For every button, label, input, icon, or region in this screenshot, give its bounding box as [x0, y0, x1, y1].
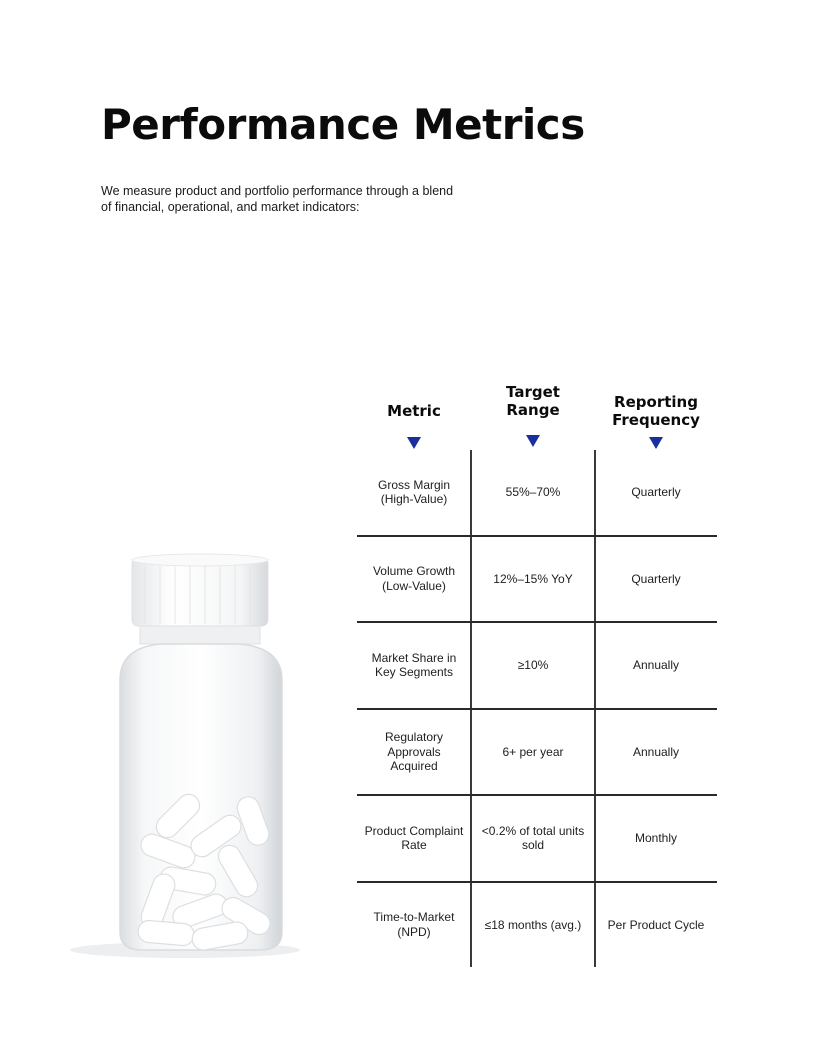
header-reporting-frequency	[595, 375, 717, 450]
header-target-range	[471, 375, 595, 450]
target-cell: 55%–70%	[505, 485, 561, 499]
target-cell: 6+ per year	[502, 744, 564, 759]
metric-cell: Regulatory Approvals Acquired	[384, 730, 444, 773]
header-label: Metric	[387, 402, 441, 420]
frequency-cell: Quarterly	[631, 485, 681, 499]
metric-cell: Time-to-Market (NPD)	[373, 910, 455, 939]
table-row	[357, 883, 717, 968]
header-label: Target Range	[506, 383, 560, 419]
table-row	[357, 796, 717, 883]
table-row	[357, 537, 717, 624]
triangle-down-icon	[649, 437, 663, 449]
frequency-cell: Per Product Cycle	[607, 917, 705, 932]
table-row	[357, 450, 717, 537]
target-cell: ≤18 months (avg.)	[484, 917, 582, 932]
table-row	[357, 623, 717, 710]
target-cell: 12%–15% YoY	[493, 571, 573, 586]
table-body	[357, 450, 717, 967]
metric-cell: Product Complaint Rate	[364, 823, 464, 853]
metric-cell: Market Share in Key Segments	[371, 650, 457, 680]
table-row	[357, 710, 717, 797]
pill-bottle-image	[60, 540, 310, 960]
metrics-table	[357, 375, 717, 967]
target-cell: ≥10%	[517, 658, 549, 672]
frequency-cell: Quarterly	[631, 571, 681, 586]
target-cell: <0.2% of total units sold	[481, 823, 585, 853]
triangle-down-icon	[526, 435, 540, 447]
metric-cell: Gross Margin (High-Value)	[377, 477, 451, 507]
page-title: Performance Metrics	[101, 100, 585, 149]
header-metric	[357, 375, 471, 450]
header-label: Reporting Frequency	[612, 393, 700, 429]
triangle-down-icon	[407, 437, 421, 449]
table-header	[357, 375, 717, 450]
frequency-cell: Annually	[632, 744, 680, 759]
metric-cell: Volume Growth (Low-Value)	[372, 564, 456, 593]
frequency-cell: Annually	[632, 658, 680, 672]
frequency-cell: Monthly	[634, 831, 678, 845]
intro-paragraph: We measure product and portfolio performance through a blend of financial, operational, and market indicators:	[101, 184, 454, 214]
